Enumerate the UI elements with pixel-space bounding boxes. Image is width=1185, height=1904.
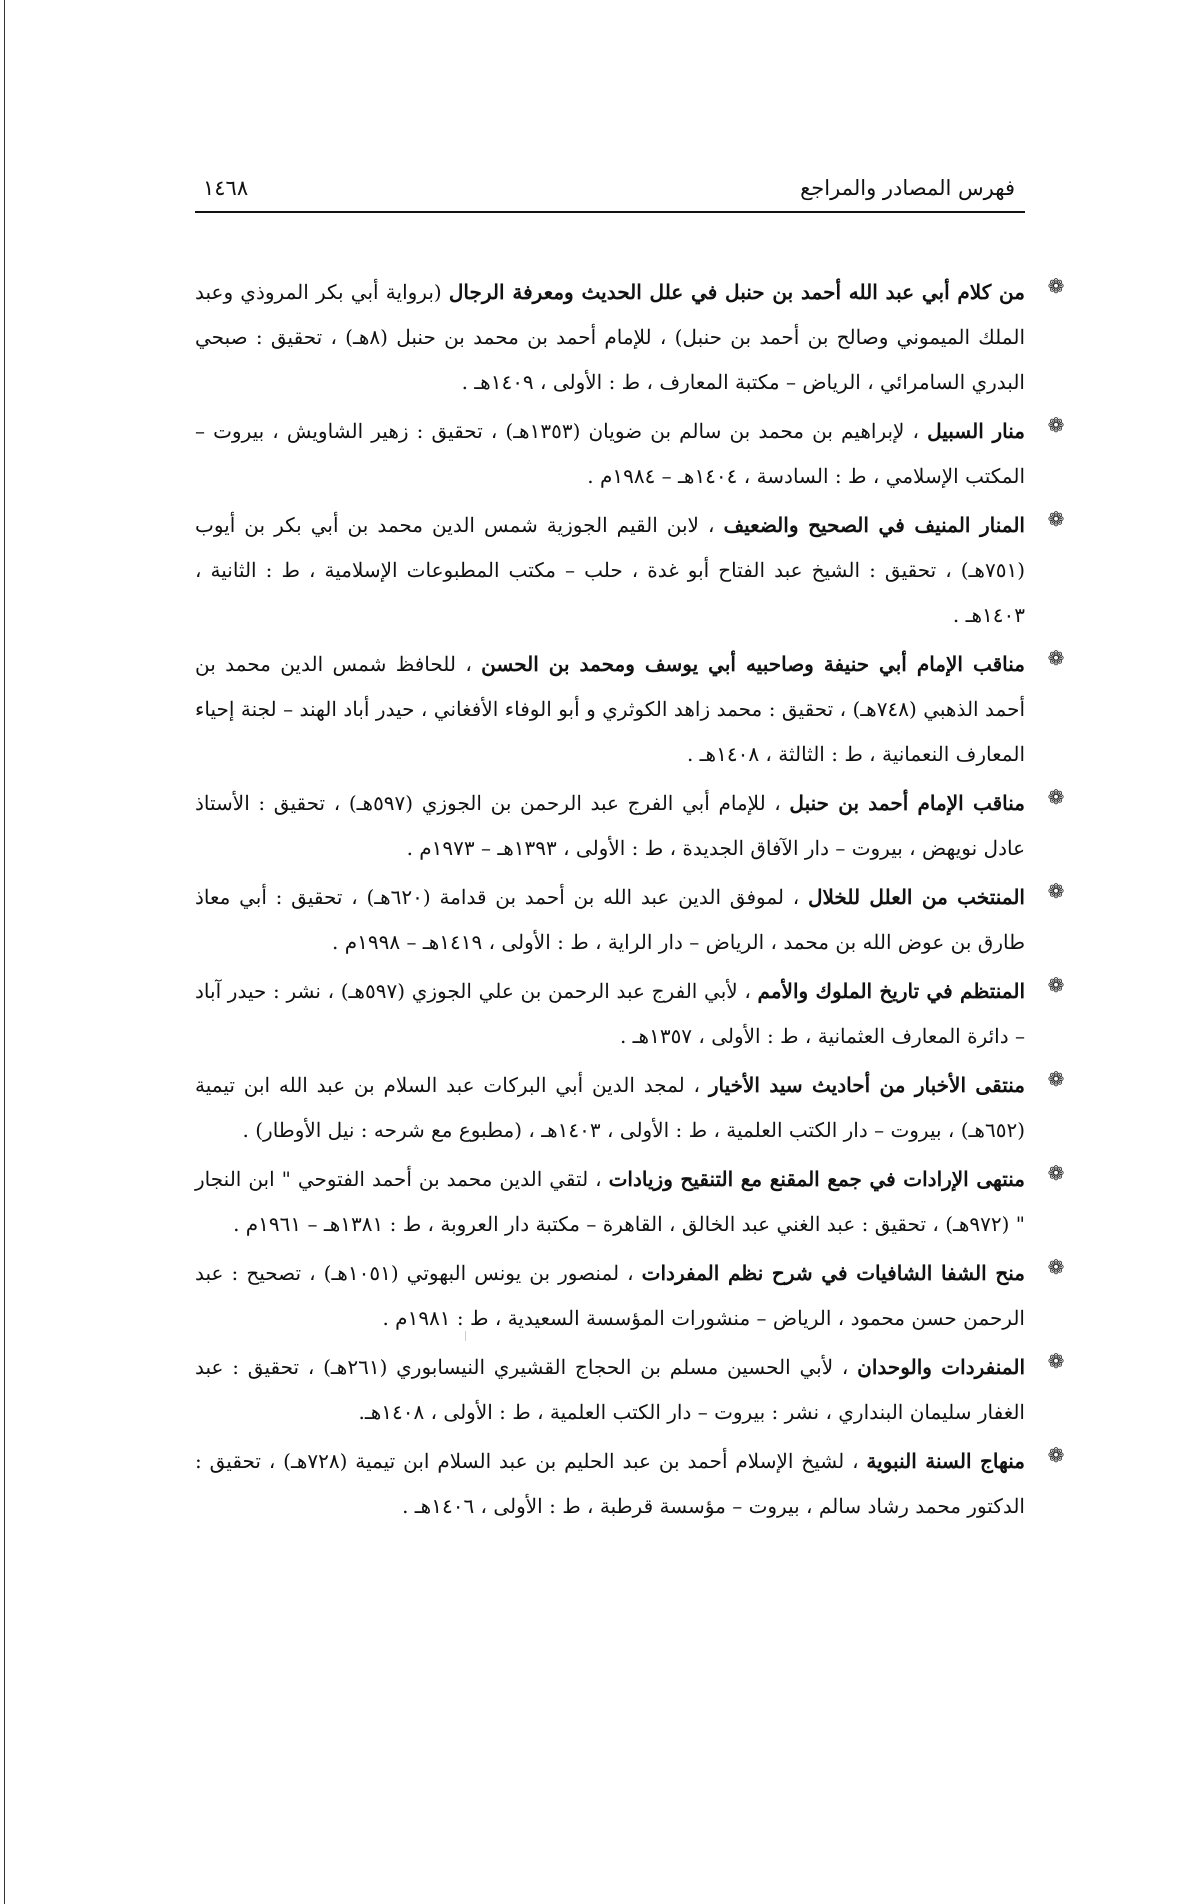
bibliography-entry [195,875,1065,965]
flower-bullet-icon: ❁ [1047,1443,1065,1467]
bibliography-entry [195,1157,1065,1247]
book-page [195,0,1065,1904]
entry-text [195,503,1025,638]
entry-title: مناقب الإمام أبي حنيفة وصاحبيه أبي يوسف ومحمد بن الحسن [481,652,1025,676]
entry-title: منح الشفا الشافيات في شرح نظم المفردات [641,1261,1025,1285]
flower-bullet-icon: ❁ [1047,879,1065,903]
entry-details: ، لمنصور بن يونس البهوتي (١٠٥١هـ) ، تصحيح : عبد الرحمن حسن محمود ، الرياض – منشورات المؤسسة السعيدية ، ط : ١٩٨١م . [195,1261,1025,1330]
bibliography-entry [195,1251,1065,1341]
entry-text [195,1063,1025,1153]
entry-details: ، لشيخ الإسلام أحمد بن عبد الحليم بن عبد السلام ابن تيمية (٧٢٨هـ) ، تحقيق : الدكتور محمد رشاد سالم ، بيروت – مؤسسة قرطبة ، ط : الأولى ، ١٤٠٦هـ . [195,1449,1025,1518]
entry-title: منار السبيل [927,419,1025,443]
bibliography-entry [195,409,1065,499]
bibliography-entry [195,1439,1065,1529]
entry-title: المنتخب من العلل للخلال [807,885,1025,909]
entry-details: ، لأبي الفرج عبد الرحمن بن علي الجوزي (٥٩٧هـ) ، نشر : حيدر آباد – دائرة المعارف العثمانية ، ط : الأولى ، ١٣٥٧هـ . [195,979,1025,1048]
entry-title: مناقب الإمام أحمد بن حنبل [789,791,1025,815]
entry-text [195,1251,1025,1341]
entry-text [195,781,1025,871]
flower-bullet-icon: ❁ [1047,1349,1065,1373]
entry-text [195,1345,1025,1435]
entry-title: منتهى الإرادات في جمع المقنع مع التنقيح وزيادات [608,1167,1025,1191]
entry-details: ، لأبي الحسين مسلم بن الحجاج القشيري النيسابوري (٢٦١هـ) ، تحقيق : عبد الغفار سليمان البنداري ، نشر : بيروت – دار الكتب العلمية ، ط : الأولى ، ١٤٠٨هـ. [195,1355,1025,1424]
entry-title: المنفردات والوحدان [857,1355,1026,1379]
entry-text [195,642,1025,777]
entry-details: ، لموفق الدين عبد الله بن أحمد بن قدامة (٦٢٠هـ) ، تحقيق : أبي معاذ طارق بن عوض الله بن محمد ، الرياض – دار الراية ، ط : الأولى ، ١٤١٩هـ – ١٩٩٨م . [195,885,1025,954]
entry-details: ، لابن القيم الجوزية شمس الدين محمد بن أبي بكر بن أيوب (٧٥١هـ) ، تحقيق : الشيخ عبد الفتاح أبو غدة ، حلب – مكتب المطبوعات الإسلامية ، ط : الثانية ، ١٤٠٣هـ . [195,513,1025,627]
entry-details: ، لإبراهيم بن محمد بن سالم بن ضويان (١٣٥٣هـ) ، تحقيق : زهير الشاويش ، بيروت – المكتب الإسلامي ، ط : السادسة ، ١٤٠٤هـ – ١٩٨٤م . [195,419,1025,488]
flower-bullet-icon: ❁ [1047,1161,1065,1185]
entry-details: ، للحافظ شمس الدين محمد بن أحمد الذهبي (٧٤٨هـ) ، تحقيق : محمد زاهد الكوثري و أبو الوفاء الأفغاني ، حيدر أباد الهند – لجنة إحياء المعارف النعمانية ، ط : الثالثة ، ١٤٠٨هـ . [195,652,1026,766]
entry-details: ، للإمام أبي الفرج عبد الرحمن بن الجوزي (٥٩٧هـ) ، تحقيق : الأستاذ عادل نويهض ، بيروت – دار الآفاق الجديدة ، ط : الأولى ، ١٣٩٣هـ – ١٩٧٣م . [195,791,1025,860]
flower-bullet-icon: ❁ [1047,1255,1065,1279]
scan-speck [465,1331,466,1341]
page-number: ١٤٦٨ [203,176,249,200]
entry-text [195,1157,1025,1247]
bibliography-entry [195,1063,1065,1153]
entry-title: المنار المنيف في الصحيح والضعيف [723,513,1025,537]
entry-details: ، لمجد الدين أبي البركات عبد السلام بن عبد الله ابن تيمية (٦٥٢هـ) ، بيروت – دار الكتب العلمية ، ط : الأولى ، ١٤٠٣هـ ، (مطبوع مع شرحه : نيل الأوطار) . [195,1073,1025,1142]
entry-title: منتقى الأخبار من أحاديث سيد الأخيار [708,1073,1025,1097]
page-edge-line [4,0,5,1904]
bibliography-entry [195,642,1065,777]
entry-title: من كلام أبي عبد الله أحمد بن حنبل في علل الحديث ومعرفة الرجال [448,280,1025,304]
header-title: فهرس المصادر والمراجع [800,176,1015,200]
entry-details: (برواية أبي بكر المروذي وعبد الملك الميموني وصالح بن أحمد بن حنبل) ، للإمام أحمد بن محمد بن حنبل (٨هـ) ، تحقيق : صبحي البدري السامرائي ، الرياض – مكتبة المعارف ، ط : الأولى ، ١٤٠٩هـ . [195,280,1025,394]
entry-details: ، لتقي الدين محمد بن أحمد الفتوحي " ابن النجار " (٩٧٢هـ) ، تحقيق : عبد الغني عبد الخالق ، القاهرة – مكتبة دار العروبة ، ط : ١٣٨١هـ – ١٩٦١م . [195,1167,1025,1236]
running-header [195,171,1025,213]
entry-title: المنتظم في تاريخ الملوك والأمم [757,979,1026,1003]
entry-title: منهاج السنة النبوية [866,1449,1025,1473]
flower-bullet-icon: ❁ [1047,413,1065,437]
bibliography-entry [195,270,1065,405]
entry-text [195,409,1025,499]
bibliography-entry [195,969,1065,1059]
entry-text [195,875,1025,965]
entry-text [195,1439,1025,1529]
flower-bullet-icon: ❁ [1047,785,1065,809]
flower-bullet-icon: ❁ [1047,646,1065,670]
bibliography-entry [195,781,1065,871]
flower-bullet-icon: ❁ [1047,973,1065,997]
flower-bullet-icon: ❁ [1047,507,1065,531]
bibliography-list [195,270,1065,1533]
bibliography-entry [195,1345,1065,1435]
flower-bullet-icon: ❁ [1047,274,1065,298]
flower-bullet-icon: ❁ [1047,1067,1065,1091]
entry-text [195,270,1025,405]
entry-text [195,969,1025,1059]
bibliography-entry [195,503,1065,638]
